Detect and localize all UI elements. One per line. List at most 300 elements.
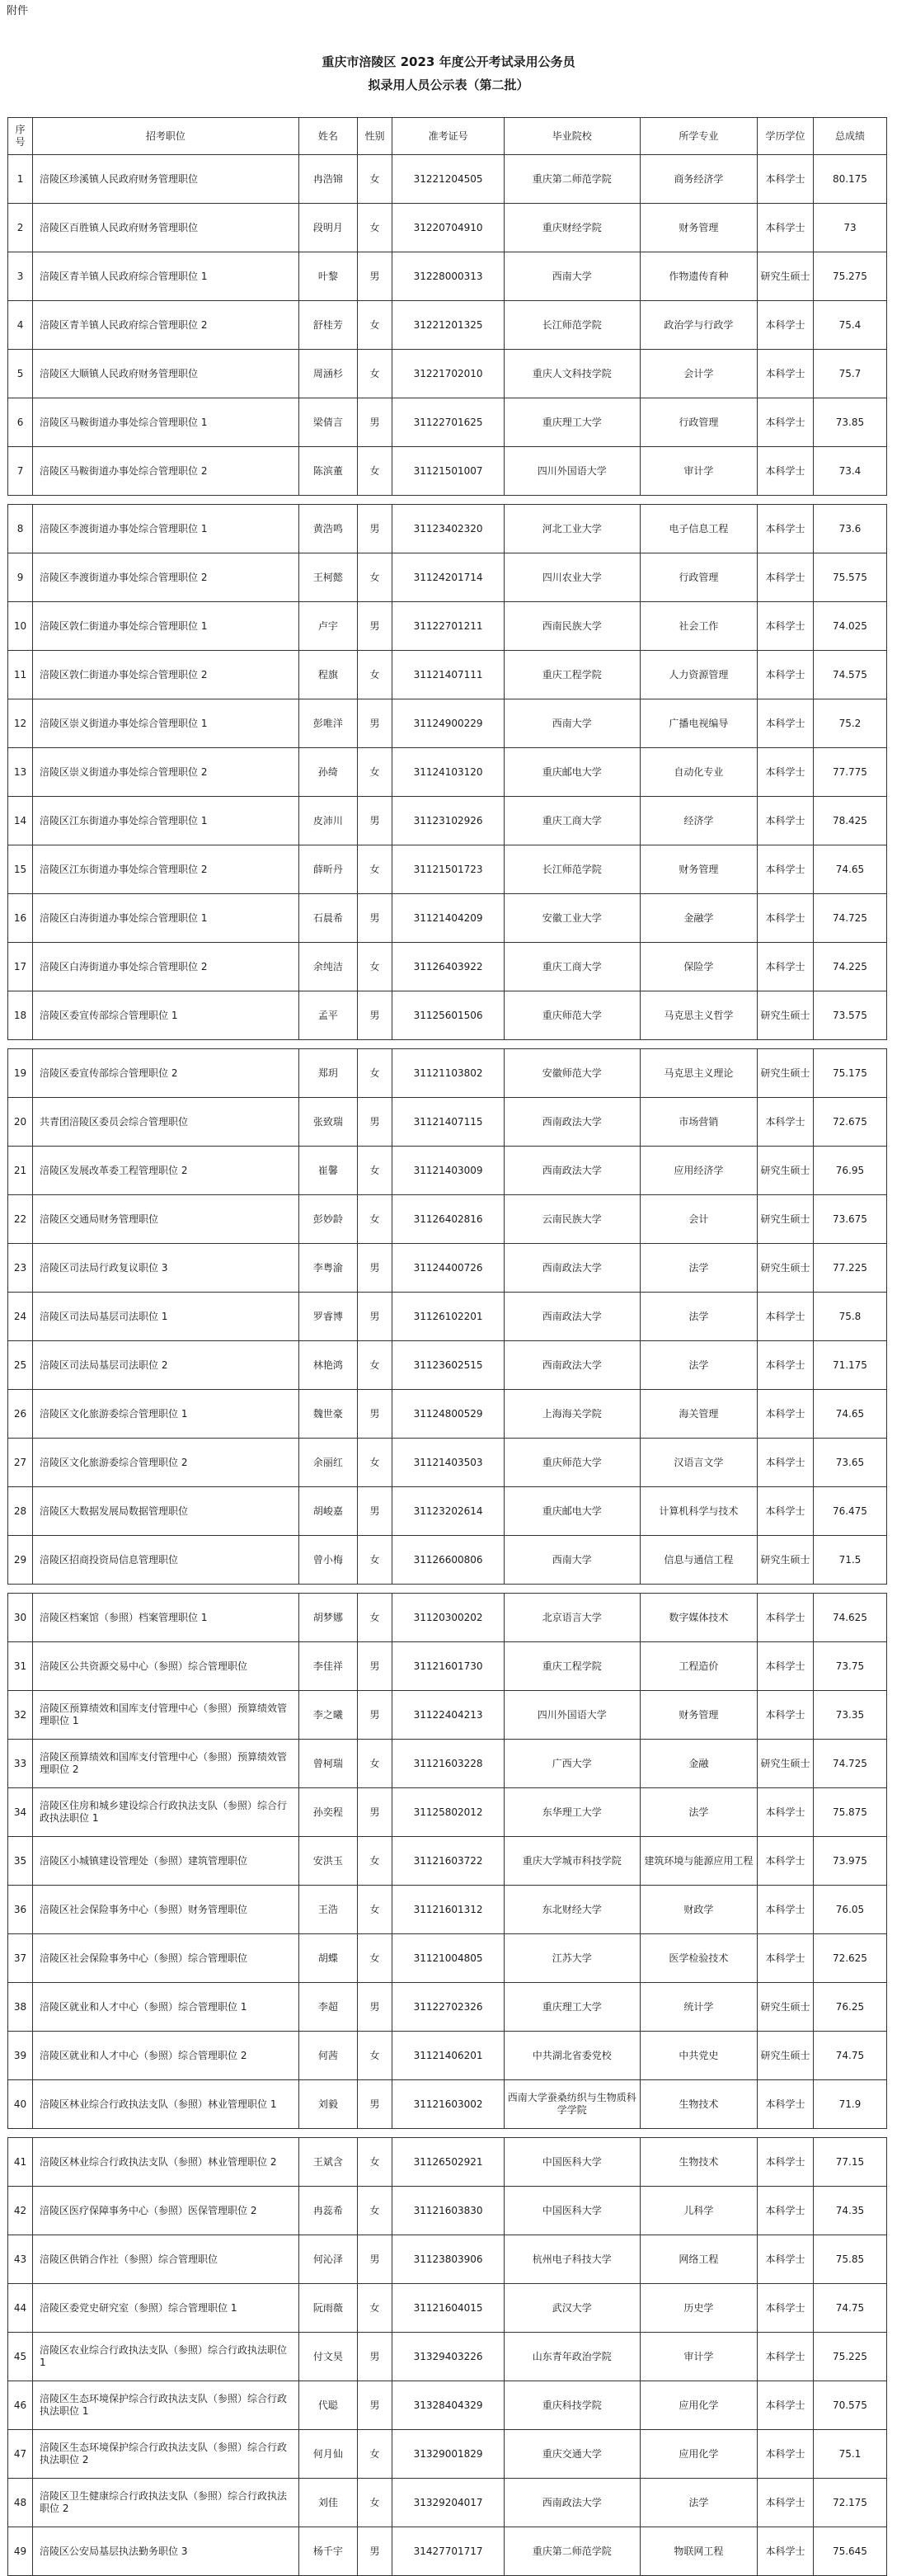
cell-name: 叶黎 [298, 252, 357, 301]
cell-position: 涪陵区江东街道办事处综合管理职位 1 [33, 797, 299, 845]
cell-ticket: 31121103802 [392, 1049, 505, 1098]
cell-major: 法学 [640, 1293, 757, 1341]
cell-major: 商务经济学 [640, 155, 757, 204]
cell-school: 重庆科技学院 [504, 2381, 640, 2430]
table-row [8, 1049, 887, 1098]
cell-degree: 本科学士 [758, 505, 814, 553]
cell-position: 涪陵区马鞍街道办事处综合管理职位 1 [33, 398, 299, 447]
cell-position: 涪陵区青羊镇人民政府综合管理职位 1 [33, 252, 299, 301]
cell-position: 涪陵区委宣传部综合管理职位 2 [33, 1049, 299, 1098]
cell-ticket: 31121501007 [392, 447, 505, 496]
cell-major: 网络工程 [640, 2235, 757, 2284]
cell-name: 陈滨董 [298, 447, 357, 496]
table-row [8, 1983, 887, 2032]
cell-position: 涪陵区大顺镇人民政府财务管理职位 [33, 350, 299, 398]
cell-degree: 本科学士 [758, 602, 814, 651]
cell-school: 西南大学 [504, 252, 640, 301]
table-row [8, 350, 887, 398]
cell-school: 西南政法大学 [504, 2479, 640, 2527]
cell-degree: 本科学士 [758, 301, 814, 350]
cell-name: 周涵杉 [298, 350, 357, 398]
page-break-gap [8, 1040, 887, 1049]
cell-gender: 男 [357, 1293, 392, 1341]
cell-major: 会计 [640, 1195, 757, 1244]
table-row [8, 1788, 887, 1837]
table-body [8, 155, 887, 2576]
table-row [8, 1341, 887, 1390]
col-header-major: 所学专业 [640, 118, 757, 155]
cell-index: 38 [8, 1983, 33, 2032]
cell-index: 22 [8, 1195, 33, 1244]
cell-school: 长江师范学院 [504, 845, 640, 894]
cell-index: 17 [8, 943, 33, 991]
cell-degree: 本科学士 [758, 845, 814, 894]
cell-major: 广播电视编导 [640, 699, 757, 748]
cell-ticket: 31329204017 [392, 2479, 505, 2527]
cell-index: 47 [8, 2430, 33, 2479]
cell-major: 中共党史 [640, 2032, 757, 2080]
cell-position: 涪陵区委党史研究室（参照）综合管理职位 1 [33, 2284, 299, 2333]
cell-ticket: 31126402816 [392, 1195, 505, 1244]
cell-index: 34 [8, 1788, 33, 1837]
cell-degree: 本科学士 [758, 155, 814, 204]
cell-index: 44 [8, 2284, 33, 2333]
cell-gender: 女 [357, 1934, 392, 1983]
cell-major: 统计学 [640, 1983, 757, 2032]
cell-school: 长江师范学院 [504, 301, 640, 350]
cell-ticket: 31121004805 [392, 1934, 505, 1983]
cell-school: 中国医科大学 [504, 2187, 640, 2235]
cell-score: 75.225 [813, 2333, 886, 2381]
cell-school: 重庆师范大学 [504, 991, 640, 1040]
cell-degree: 本科学士 [758, 797, 814, 845]
cell-index: 13 [8, 748, 33, 797]
table-row [8, 2080, 887, 2129]
cell-ticket: 31125601506 [392, 991, 505, 1040]
table-row [8, 1740, 887, 1788]
cell-name: 曾柯瑞 [298, 1740, 357, 1788]
cell-name: 付文昊 [298, 2333, 357, 2381]
cell-name: 王斌含 [298, 2138, 357, 2187]
cell-index: 9 [8, 553, 33, 602]
attachment-label: 附件 [7, 5, 29, 17]
cell-score: 74.75 [813, 2284, 886, 2333]
cell-score: 74.35 [813, 2187, 886, 2235]
cell-index: 46 [8, 2381, 33, 2430]
table-row [8, 2032, 887, 2080]
cell-ticket: 31125802012 [392, 1788, 505, 1837]
cell-degree: 本科学士 [758, 1886, 814, 1934]
cell-school: 东北财经大学 [504, 1886, 640, 1934]
document-subtitle: 拟录用人员公示表（第二批） [368, 78, 529, 92]
cell-name: 薛昕丹 [298, 845, 357, 894]
cell-position: 涪陵区公安局基层执法勤务职位 3 [33, 2527, 299, 2576]
cell-ticket: 31126502921 [392, 2138, 505, 2187]
cell-major: 法学 [640, 1341, 757, 1390]
table-row [8, 1098, 887, 1147]
cell-index: 48 [8, 2479, 33, 2527]
table-row [8, 2527, 887, 2576]
cell-ticket: 31121603228 [392, 1740, 505, 1788]
table-row [8, 748, 887, 797]
cell-school: 山东青年政治学院 [504, 2333, 640, 2381]
cell-score: 76.05 [813, 1886, 886, 1934]
cell-score: 73.75 [813, 1642, 886, 1691]
cell-position: 涪陵区马鞍街道办事处综合管理职位 2 [33, 447, 299, 496]
cell-gender: 女 [357, 1886, 392, 1934]
cell-school: 重庆第二师范学院 [504, 155, 640, 204]
table-row [8, 2138, 887, 2187]
cell-name: 林艳鸿 [298, 1341, 357, 1390]
cell-major: 儿科学 [640, 2187, 757, 2235]
cell-name: 李之曦 [298, 1691, 357, 1740]
col-header-index: 序号 [8, 118, 33, 155]
table-row [8, 651, 887, 699]
cell-major: 经济学 [640, 797, 757, 845]
cell-major: 数字媒体技术 [640, 1594, 757, 1642]
cell-name: 黄浩鸣 [298, 505, 357, 553]
table-row [8, 505, 887, 553]
cell-school: 西南民族大学 [504, 602, 640, 651]
cell-name: 梁倩言 [298, 398, 357, 447]
table-header-row [8, 118, 887, 155]
cell-major: 海关管理 [640, 1390, 757, 1439]
cell-major: 医学检验技术 [640, 1934, 757, 1983]
cell-name: 彭妙龄 [298, 1195, 357, 1244]
cell-major: 市场营销 [640, 1098, 757, 1147]
cell-score: 71.175 [813, 1341, 886, 1390]
cell-degree: 本科学士 [758, 553, 814, 602]
cell-major: 保险学 [640, 943, 757, 991]
cell-major: 作物遗传育种 [640, 252, 757, 301]
cell-school: 东华理工大学 [504, 1788, 640, 1837]
cell-index: 18 [8, 991, 33, 1040]
cell-name: 罗睿博 [298, 1293, 357, 1341]
cell-degree: 本科学士 [758, 2430, 814, 2479]
cell-position: 涪陵区敦仁街道办事处综合管理职位 1 [33, 602, 299, 651]
cell-ticket: 31427701717 [392, 2527, 505, 2576]
cell-position: 涪陵区档案馆（参照）档案管理职位 1 [33, 1594, 299, 1642]
cell-score: 75.875 [813, 1788, 886, 1837]
col-header-degree: 学历学位 [758, 118, 814, 155]
cell-school: 重庆工商大学 [504, 797, 640, 845]
cell-degree: 本科学士 [758, 1341, 814, 1390]
cell-position: 涪陵区林业综合行政执法支队（参照）林业管理职位 1 [33, 2080, 299, 2129]
cell-name: 胡梦娜 [298, 1594, 357, 1642]
cell-school: 云南民族大学 [504, 1195, 640, 1244]
cell-score: 74.225 [813, 943, 886, 991]
cell-gender: 男 [357, 1788, 392, 1837]
cell-index: 5 [8, 350, 33, 398]
cell-name: 代聪 [298, 2381, 357, 2430]
cell-school: 重庆理工大学 [504, 1983, 640, 2032]
cell-gender: 女 [357, 447, 392, 496]
cell-gender: 女 [357, 651, 392, 699]
cell-degree: 本科学士 [758, 2527, 814, 2576]
cell-school: 中共湖北省委党校 [504, 2032, 640, 2080]
cell-school: 重庆大学城市科技学院 [504, 1837, 640, 1886]
cell-ticket: 31121601730 [392, 1642, 505, 1691]
cell-index: 26 [8, 1390, 33, 1439]
cell-school: 重庆工程学院 [504, 1642, 640, 1691]
cell-gender: 女 [357, 2187, 392, 2235]
cell-index: 10 [8, 602, 33, 651]
cell-index: 49 [8, 2527, 33, 2576]
cell-ticket: 31122404213 [392, 1691, 505, 1740]
cell-gender: 女 [357, 1341, 392, 1390]
cell-score: 72.675 [813, 1098, 886, 1147]
cell-degree: 研究生硕士 [758, 1740, 814, 1788]
cell-major: 会计学 [640, 350, 757, 398]
cell-gender: 女 [357, 1740, 392, 1788]
cell-major: 马克思主义哲学 [640, 991, 757, 1040]
cell-gender: 女 [357, 1536, 392, 1585]
table-row [8, 602, 887, 651]
cell-position: 涪陵区李渡街道办事处综合管理职位 1 [33, 505, 299, 553]
cell-score: 75.645 [813, 2527, 886, 2576]
cell-name: 郑玥 [298, 1049, 357, 1098]
cell-gender: 男 [357, 2381, 392, 2430]
cell-name: 孙奕程 [298, 1788, 357, 1837]
cell-score: 73.975 [813, 1837, 886, 1886]
cell-school: 安徽工业大学 [504, 894, 640, 943]
cell-gender: 女 [357, 301, 392, 350]
cell-index: 37 [8, 1934, 33, 1983]
cell-school: 河北工业大学 [504, 505, 640, 553]
cell-school: 重庆师范大学 [504, 1439, 640, 1487]
cell-school: 西南大学 [504, 699, 640, 748]
cell-name: 李佳祥 [298, 1642, 357, 1691]
cell-index: 39 [8, 2032, 33, 2080]
cell-ticket: 31121501723 [392, 845, 505, 894]
cell-degree: 本科学士 [758, 651, 814, 699]
cell-gender: 男 [357, 602, 392, 651]
table-row [8, 797, 887, 845]
cell-ticket: 31123803906 [392, 2235, 505, 2284]
cell-index: 30 [8, 1594, 33, 1642]
cell-ticket: 31220704910 [392, 204, 505, 252]
cell-degree: 本科学士 [758, 2284, 814, 2333]
cell-gender: 女 [357, 2032, 392, 2080]
cell-gender: 男 [357, 252, 392, 301]
cell-name: 胡蝶 [298, 1934, 357, 1983]
cell-major: 汉语言文学 [640, 1439, 757, 1487]
cell-school: 上海海关学院 [504, 1390, 640, 1439]
cell-gender: 男 [357, 1691, 392, 1740]
cell-name: 何茜 [298, 2032, 357, 2080]
cell-index: 7 [8, 447, 33, 496]
table-row [8, 943, 887, 991]
cell-major: 历史学 [640, 2284, 757, 2333]
cell-score: 74.65 [813, 1390, 886, 1439]
cell-name: 刘毅 [298, 2080, 357, 2129]
cell-degree: 研究生硕士 [758, 2032, 814, 2080]
cell-gender: 女 [357, 553, 392, 602]
cell-degree: 本科学士 [758, 894, 814, 943]
col-header-school: 毕业院校 [504, 118, 640, 155]
cell-ticket: 31123202614 [392, 1487, 505, 1536]
table-row [8, 2235, 887, 2284]
cell-degree: 本科学士 [758, 2381, 814, 2430]
cell-score: 77.15 [813, 2138, 886, 2187]
cell-school: 重庆第二师范学院 [504, 2527, 640, 2576]
cell-degree: 本科学士 [758, 1390, 814, 1439]
cell-score: 74.025 [813, 602, 886, 651]
cell-school: 杭州电子科技大学 [504, 2235, 640, 2284]
cell-name: 王浩 [298, 1886, 357, 1934]
table-row [8, 398, 887, 447]
cell-name: 段明月 [298, 204, 357, 252]
cell-position: 涪陵区委宣传部综合管理职位 1 [33, 991, 299, 1040]
cell-degree: 本科学士 [758, 2333, 814, 2381]
cell-degree: 本科学士 [758, 2235, 814, 2284]
page-break-gap [8, 496, 887, 505]
cell-school: 重庆理工大学 [504, 398, 640, 447]
cell-school: 四川外国语大学 [504, 447, 640, 496]
cell-position: 涪陵区交通局财务管理职位 [33, 1195, 299, 1244]
cell-ticket: 31123602515 [392, 1341, 505, 1390]
cell-ticket: 31122701211 [392, 602, 505, 651]
cell-degree: 本科学士 [758, 1293, 814, 1341]
cell-position: 涪陵区卫生健康综合行政执法支队（参照）综合行政执法职位 2 [33, 2479, 299, 2527]
cell-position: 涪陵区白涛街道办事处综合管理职位 1 [33, 894, 299, 943]
cell-school: 重庆邮电大学 [504, 748, 640, 797]
cell-index: 15 [8, 845, 33, 894]
page-break-gap [8, 2129, 887, 2138]
cell-degree: 本科学士 [758, 1594, 814, 1642]
cell-index: 33 [8, 1740, 33, 1788]
cell-name: 彭唯洋 [298, 699, 357, 748]
cell-major: 建筑环境与能源应用工程 [640, 1837, 757, 1886]
cell-major: 政治学与行政学 [640, 301, 757, 350]
cell-degree: 研究生硕士 [758, 1147, 814, 1195]
cell-gender: 女 [357, 1439, 392, 1487]
cell-position: 涪陵区社会保险事务中心（参照）综合管理职位 [33, 1934, 299, 1983]
cell-degree: 本科学士 [758, 1788, 814, 1837]
col-header-name: 姓名 [298, 118, 357, 155]
cell-index: 11 [8, 651, 33, 699]
cell-gender: 男 [357, 2527, 392, 2576]
cell-school: 西南政法大学 [504, 1293, 640, 1341]
cell-ticket: 31123402320 [392, 505, 505, 553]
cell-name: 杨千宇 [298, 2527, 357, 2576]
cell-major: 应用化学 [640, 2430, 757, 2479]
roster-table-wrapper [7, 117, 887, 2576]
table-row [8, 1293, 887, 1341]
cell-gender: 女 [357, 204, 392, 252]
cell-major: 财务管理 [640, 204, 757, 252]
cell-position: 涪陵区小城镇建设管理处（参照）建筑管理职位 [33, 1837, 299, 1886]
cell-degree: 本科学士 [758, 2187, 814, 2235]
cell-position: 涪陵区崇义街道办事处综合管理职位 2 [33, 748, 299, 797]
cell-major: 电子信息工程 [640, 505, 757, 553]
cell-degree: 本科学士 [758, 1487, 814, 1536]
cell-index: 41 [8, 2138, 33, 2187]
cell-name: 胡峻嘉 [298, 1487, 357, 1536]
cell-position: 涪陵区珍溪镇人民政府财务管理职位 [33, 155, 299, 204]
table-row [8, 2479, 887, 2527]
cell-index: 32 [8, 1691, 33, 1740]
cell-ticket: 31329403226 [392, 2333, 505, 2381]
cell-name: 皮沛川 [298, 797, 357, 845]
col-header-position: 招考职位 [33, 118, 299, 155]
cell-ticket: 31121407111 [392, 651, 505, 699]
cell-name: 冉蕊希 [298, 2187, 357, 2235]
cell-score: 75.4 [813, 301, 886, 350]
cell-ticket: 31121403009 [392, 1147, 505, 1195]
cell-major: 物联网工程 [640, 2527, 757, 2576]
cell-ticket: 31121601312 [392, 1886, 505, 1934]
cell-position: 涪陵区农业综合行政执法支队（参照）综合行政执法职位 1 [33, 2333, 299, 2381]
cell-name: 孙绮 [298, 748, 357, 797]
cell-position: 涪陵区预算绩效和国库支付管理中心（参照）预算绩效管理职位 1 [33, 1691, 299, 1740]
cell-position: 涪陵区医疗保障事务中心（参照）医保管理职位 2 [33, 2187, 299, 2235]
table-row [8, 699, 887, 748]
cell-index: 31 [8, 1642, 33, 1691]
cell-school: 西南政法大学 [504, 1244, 640, 1293]
cell-ticket: 31126102201 [392, 1293, 505, 1341]
cell-ticket: 31221702010 [392, 350, 505, 398]
cell-degree: 本科学士 [758, 2479, 814, 2527]
table-row [8, 2333, 887, 2381]
cell-score: 75.2 [813, 699, 886, 748]
cell-score: 75.7 [813, 350, 886, 398]
cell-score: 74.725 [813, 894, 886, 943]
table-row [8, 155, 887, 204]
cell-gender: 男 [357, 1098, 392, 1147]
cell-degree: 本科学士 [758, 1934, 814, 1983]
cell-ticket: 31121406201 [392, 2032, 505, 2080]
cell-index: 28 [8, 1487, 33, 1536]
cell-score: 73.4 [813, 447, 886, 496]
cell-gender: 女 [357, 1594, 392, 1642]
cell-gender: 女 [357, 1195, 392, 1244]
cell-position: 涪陵区敦仁街道办事处综合管理职位 2 [33, 651, 299, 699]
cell-major: 审计学 [640, 2333, 757, 2381]
cell-major: 马克思主义理论 [640, 1049, 757, 1098]
table-row [8, 1536, 887, 1585]
cell-degree: 本科学士 [758, 1837, 814, 1886]
cell-name: 程旗 [298, 651, 357, 699]
cell-degree: 本科学士 [758, 943, 814, 991]
cell-ticket: 31121603830 [392, 2187, 505, 2235]
cell-school: 北京语言大学 [504, 1594, 640, 1642]
cell-index: 2 [8, 204, 33, 252]
cell-major: 财政学 [640, 1886, 757, 1934]
cell-name: 冉浩锦 [298, 155, 357, 204]
cell-school: 安徽师范大学 [504, 1049, 640, 1098]
cell-school: 西南政法大学 [504, 1098, 640, 1147]
cell-school: 重庆交通大学 [504, 2430, 640, 2479]
cell-position: 涪陵区住房和城乡建设综合行政执法支队（参照）综合行政执法职位 1 [33, 1788, 299, 1837]
cell-gender: 女 [357, 845, 392, 894]
cell-name: 魏世豪 [298, 1390, 357, 1439]
cell-index: 6 [8, 398, 33, 447]
cell-position: 涪陵区崇义街道办事处综合管理职位 1 [33, 699, 299, 748]
cell-school: 重庆财经学院 [504, 204, 640, 252]
cell-score: 74.575 [813, 651, 886, 699]
table-row [8, 1487, 887, 1536]
cell-major: 行政管理 [640, 398, 757, 447]
cell-ticket: 31121403503 [392, 1439, 505, 1487]
table-row [8, 553, 887, 602]
cell-index: 29 [8, 1536, 33, 1585]
cell-name: 孟平 [298, 991, 357, 1040]
cell-ticket: 31328404329 [392, 2381, 505, 2430]
cell-position: 涪陵区生态环境保护综合行政执法支队（参照）综合行政执法职位 2 [33, 2430, 299, 2479]
cell-index: 24 [8, 1293, 33, 1341]
cell-gender: 女 [357, 2284, 392, 2333]
